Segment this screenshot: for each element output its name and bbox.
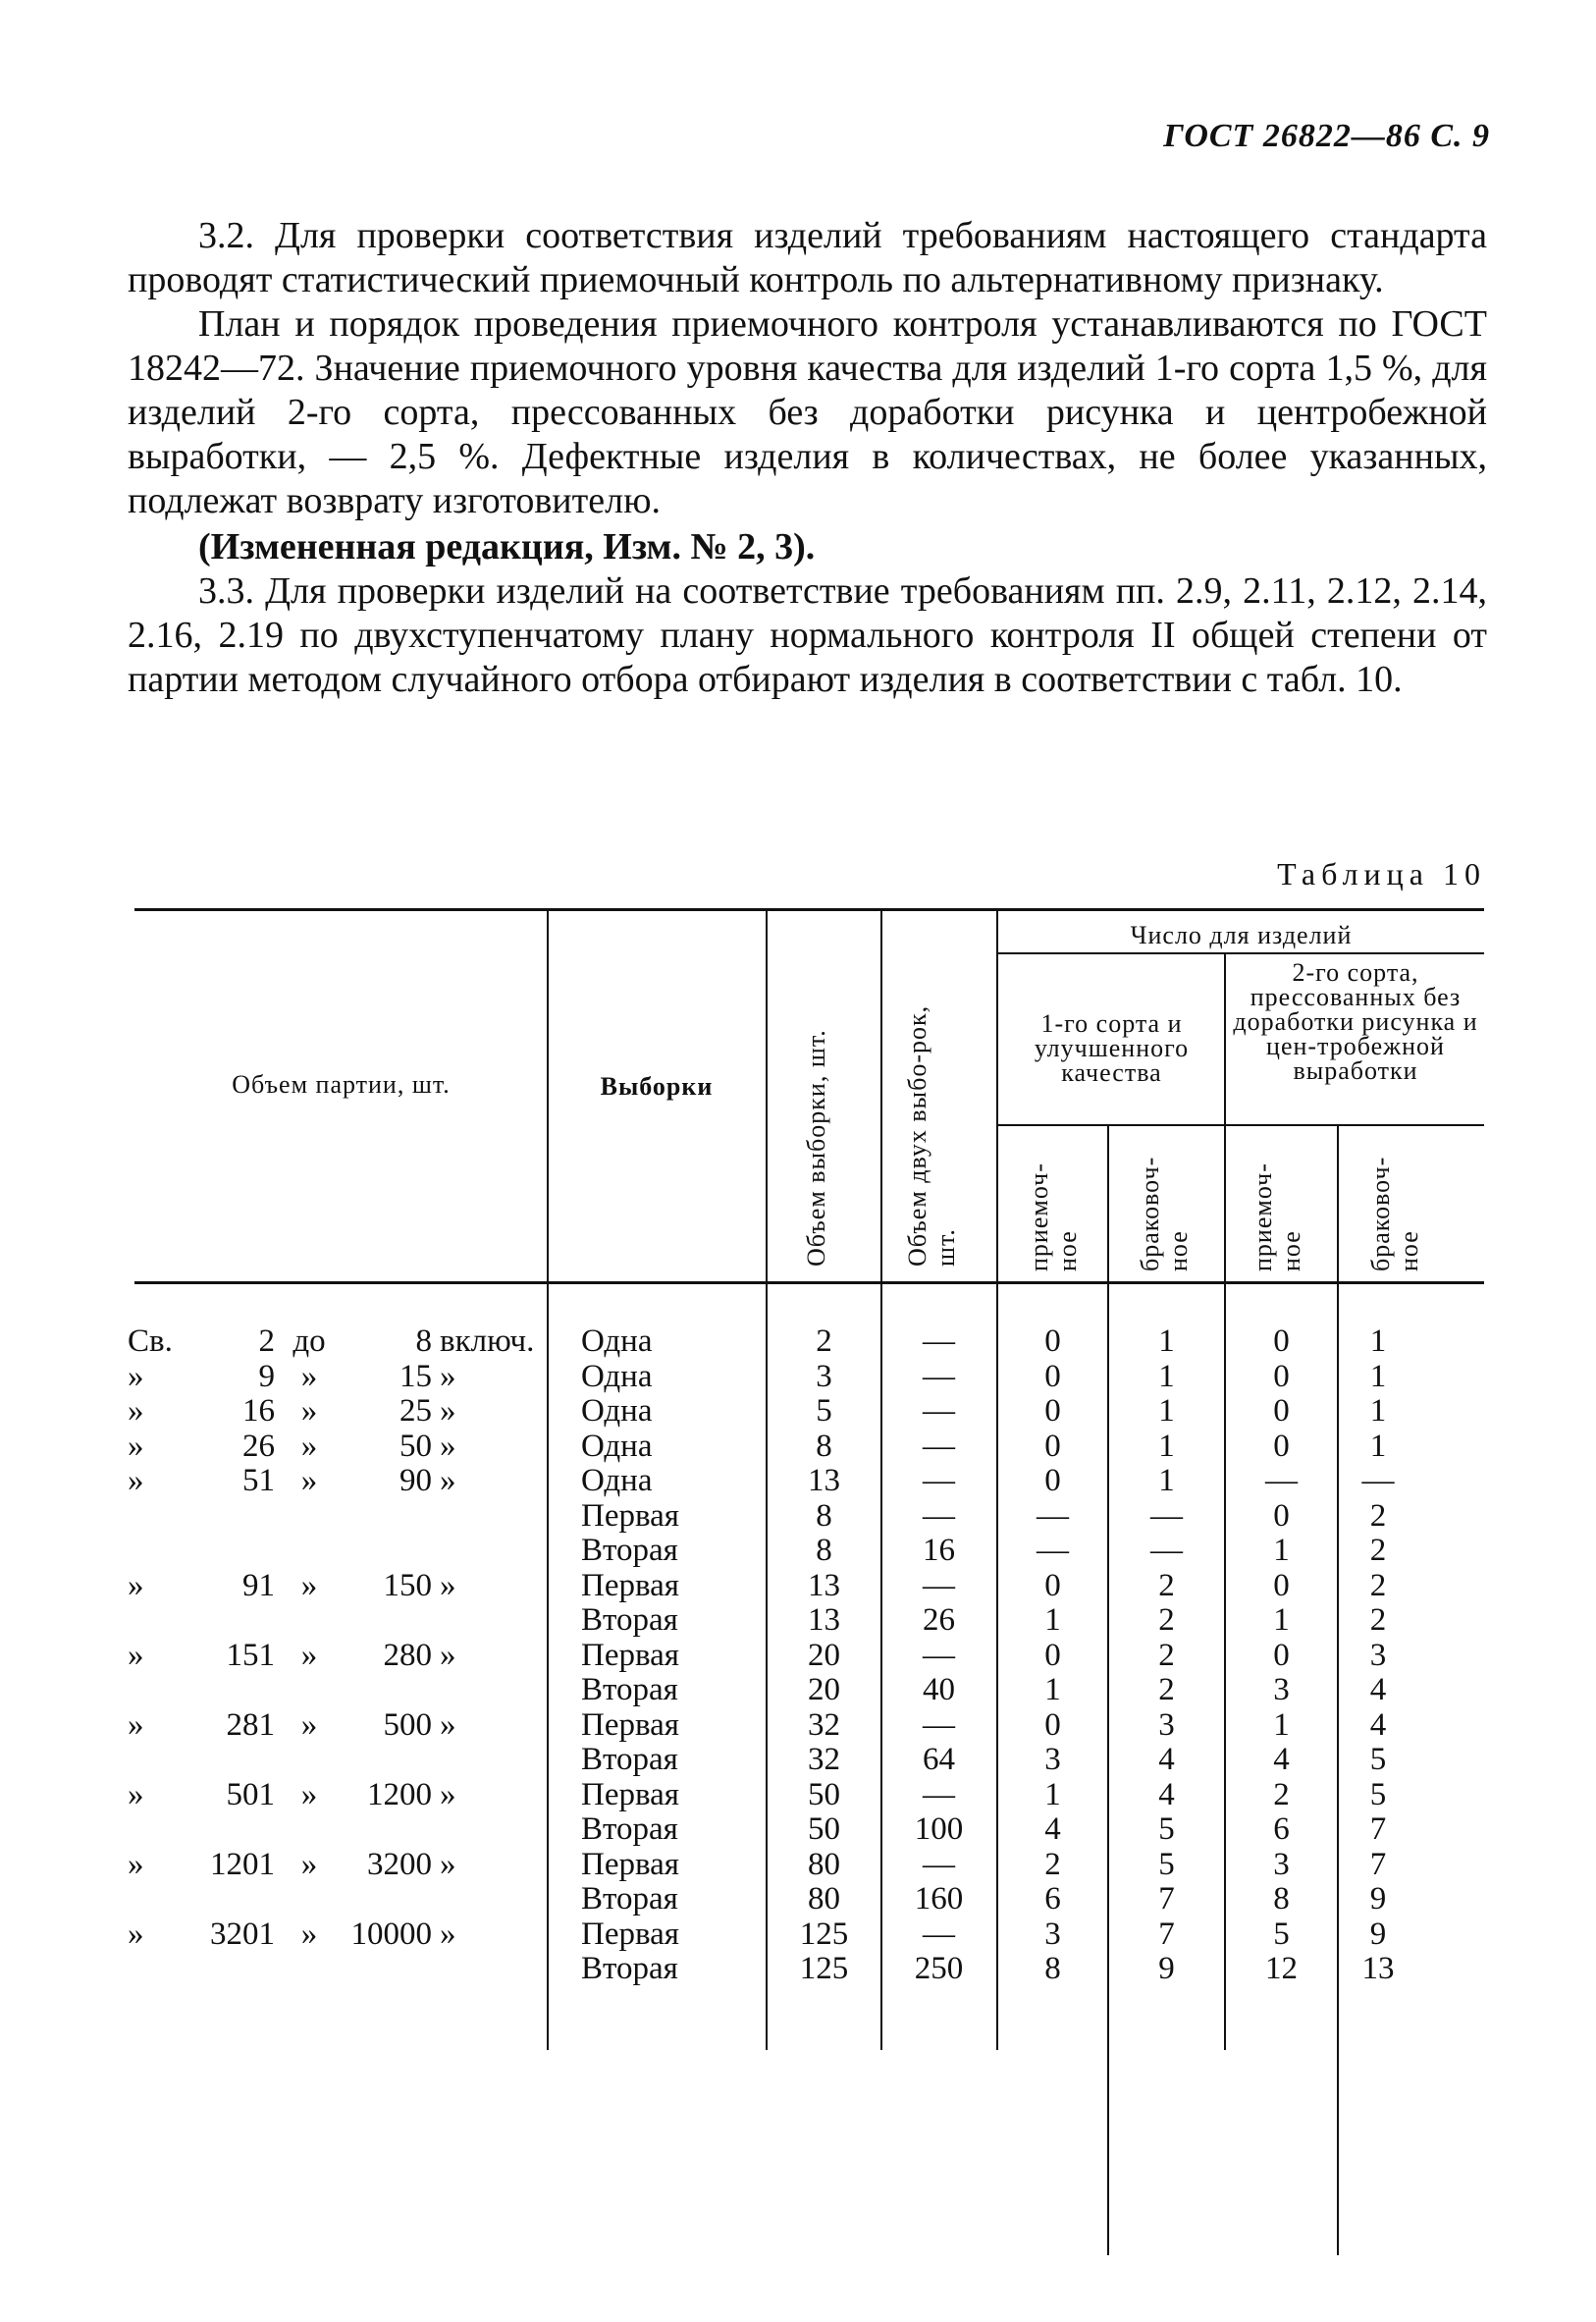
two-volume-column (882, 1324, 995, 1987)
table-cell: 6 (1273, 1811, 1290, 1847)
lot-range-to: 90 (399, 1463, 432, 1498)
lot-range-from: 3201 (210, 1916, 275, 1952)
lot-range-mid: до (293, 1323, 326, 1359)
header-grade-2: 2-го сорта, прессованных без доработки рисунка и цен-тробежной выработки (1233, 958, 1478, 1085)
paragraph-plan: План и порядок проведения приемочного контроля устанавливаются по ГОСТ 18242—72. Значение приемочного уровня качества для изделий 1-го сорта 1,5 %, для изделий 2-го сорта, прессованных без доработки рисунка и центробежной выработки, — 2,5 %. Дефектные изделия в количествах, не более указанных, подлежат возврату изготовителю. (128, 303, 1487, 521)
table-cell: 2 (1369, 1497, 1387, 1534)
table-cell: Первая (581, 1637, 679, 1673)
table-cell: 0 (1044, 1323, 1061, 1359)
table-cell: 125 (799, 1951, 849, 1986)
lot-range-to: 8 (415, 1323, 432, 1359)
table-cell: — (1361, 1463, 1395, 1498)
table-cell: 100 (914, 1811, 964, 1847)
table-cell: 7 (1158, 1916, 1175, 1952)
header-g1-reject: браковоч-ное (1136, 1156, 1193, 1271)
table-cell: 80 (808, 1881, 840, 1917)
samples-column (581, 1324, 679, 1987)
table-cell: — (923, 1463, 955, 1498)
table-cell: — (923, 1637, 955, 1673)
table-cell: 64 (923, 1742, 955, 1777)
lot-range-to: 150 (383, 1567, 432, 1603)
table-cell: 8 (1273, 1881, 1290, 1917)
table-cell: 2 (1273, 1776, 1290, 1812)
lot-range-from: 1201 (210, 1846, 275, 1882)
table-cell: 4 (1273, 1742, 1290, 1777)
lot-range-mid: » (300, 1567, 318, 1603)
table-cell: 5 (1273, 1916, 1290, 1952)
header-number-for-items: Число для изделий (1130, 921, 1353, 949)
table-cell: 0 (1273, 1497, 1290, 1534)
lot-range-from: 16 (242, 1393, 275, 1429)
g1-accept-column (998, 1324, 1107, 1987)
table-cell: — (923, 1567, 955, 1603)
table-cell: — (923, 1393, 955, 1429)
lot-range-pre: Св. (128, 1323, 173, 1359)
paragraph-amendment: (Измененная редакция, Изм. № 2, 3). (198, 526, 816, 567)
table-cell: 6 (1044, 1881, 1061, 1917)
table-cell: Первая (581, 1776, 679, 1812)
table-cell: 1 (1158, 1463, 1175, 1498)
table-cell: 5 (1369, 1776, 1387, 1812)
table-cell: Первая (581, 1916, 679, 1952)
table-cell: 7 (1369, 1811, 1387, 1847)
table-cell: Вторая (581, 1811, 678, 1847)
lot-range-pre: » (128, 1393, 144, 1429)
table-cell: 0 (1273, 1358, 1290, 1394)
lot-range-pre: » (128, 1916, 144, 1952)
g2-accept-column (1226, 1324, 1337, 1987)
table-cell: — (1150, 1497, 1183, 1534)
lot-range-post: » (440, 1393, 456, 1429)
table-cell: 250 (914, 1951, 964, 1986)
table-cell: 8 (816, 1497, 832, 1534)
table-cell: 80 (808, 1846, 840, 1882)
table-top-rule (134, 908, 1484, 911)
lot-range-to: 280 (383, 1637, 432, 1673)
table-cell: 9 (1369, 1916, 1387, 1952)
table-cell: 2 (1158, 1567, 1175, 1603)
table-cell: 16 (923, 1533, 955, 1568)
table-cell: 2 (816, 1323, 832, 1359)
lot-range-from: 2 (258, 1323, 275, 1359)
lot-range-post: » (440, 1463, 456, 1498)
table-cell: — (1150, 1533, 1183, 1568)
table-cell: Первая (581, 1497, 679, 1534)
lot-range-from: 26 (242, 1428, 275, 1464)
table-cell: 1 (1369, 1323, 1387, 1359)
table-cell: Вторая (581, 1951, 678, 1986)
lot-range-post: включ. (440, 1323, 535, 1359)
table-cell: — (923, 1846, 955, 1882)
lot-range-to: 500 (383, 1706, 432, 1743)
table-cell: 9 (1158, 1951, 1175, 1986)
header-two-samples-volume: Объем двух выбо-рок, шт. (903, 1004, 960, 1267)
lot-range-mid: » (300, 1637, 318, 1673)
table-cell: 1 (1369, 1393, 1387, 1429)
table-cell: 1 (1273, 1602, 1290, 1638)
sample-volume-column (768, 1324, 880, 1987)
table-cell: 20 (808, 1637, 840, 1673)
lot-range-post: » (440, 1428, 456, 1464)
running-title: ГОСТ 26822—86 С. 9 (1163, 118, 1490, 154)
table-cell: — (923, 1358, 955, 1394)
header-lot-volume: Объем партии, шт. (232, 1070, 451, 1099)
table-cell: 4 (1044, 1811, 1061, 1847)
table-cell: 4 (1158, 1742, 1175, 1777)
table-cell: 1 (1158, 1323, 1175, 1359)
lot-range-mid: » (300, 1393, 318, 1429)
table-cell: 4 (1369, 1706, 1387, 1743)
table-cell: 4 (1158, 1776, 1175, 1812)
table-cell: 1 (1369, 1428, 1387, 1464)
table-cell: 32 (808, 1742, 840, 1777)
header-grade-1: 1-го сорта и улучшенного качества (1034, 1009, 1190, 1087)
table-cell: Вторая (581, 1881, 678, 1917)
table-cell: 5 (1158, 1846, 1175, 1882)
table-cell: 7 (1369, 1846, 1387, 1882)
table-cell: 1 (1158, 1393, 1175, 1429)
paragraph-3-2: 3.2. Для проверки соответствия изделий требованиям настоящего стандарта проводят статистический приемочный контроль по альтернативному признаку. (128, 215, 1487, 300)
table-cell: Одна (581, 1358, 653, 1394)
table-cell: 8 (816, 1533, 832, 1568)
lot-range-post: » (440, 1358, 456, 1394)
table-cell: 0 (1044, 1393, 1061, 1429)
table-cell: — (923, 1497, 955, 1534)
lot-range-mid: » (300, 1846, 318, 1882)
lot-range-to: 50 (399, 1428, 432, 1464)
lot-range-from: 501 (226, 1776, 275, 1812)
table-cell: 0 (1273, 1637, 1290, 1673)
table-cell: 5 (816, 1393, 832, 1429)
table-cell: 0 (1273, 1428, 1290, 1464)
header-g2-accept: приемоч-ное (1249, 1162, 1305, 1271)
table-cell: 2 (1158, 1602, 1175, 1638)
lot-range-post: » (440, 1706, 456, 1743)
lot-range-pre: » (128, 1776, 144, 1812)
table-cell: Одна (581, 1393, 653, 1429)
header-sample-volume: Объем выборки, шт. (802, 1029, 830, 1267)
table-cell: — (923, 1323, 955, 1359)
table-cell: 7 (1158, 1881, 1175, 1917)
lot-range-pre: » (128, 1463, 144, 1498)
table-cell: 40 (923, 1672, 955, 1707)
table-cell: 1 (1158, 1428, 1175, 1464)
table-cell: 2 (1369, 1533, 1387, 1568)
table-cell: 2 (1158, 1672, 1175, 1707)
lot-range-mid: » (300, 1916, 318, 1952)
lot-range-from: 281 (226, 1706, 275, 1743)
table-cell: 13 (808, 1602, 840, 1638)
table-cell: 3 (816, 1358, 832, 1394)
table-cell: 5 (1369, 1742, 1387, 1777)
table-cell: 12 (1265, 1951, 1298, 1986)
table-header-rule (134, 1281, 1484, 1284)
table-cell: — (923, 1428, 955, 1464)
lot-range-to: 1200 (367, 1776, 432, 1812)
paragraph-3-3: 3.3. Для проверки изделий на соответствие требованиям пп. 2.9, 2.11, 2.12, 2.14, 2.16, 2.19 по двухступенчатому плану нормального контроля II общей степени от партии методом случайного отбора отбирают изделия в соответствии с табл. 10. (128, 570, 1487, 700)
lot-range-pre: » (128, 1567, 144, 1603)
table-cell: 4 (1369, 1672, 1387, 1707)
table-cell: Вторая (581, 1602, 678, 1638)
table-cell: — (1037, 1497, 1069, 1534)
table-cell: Одна (581, 1428, 653, 1464)
lot-range-mid: » (300, 1428, 318, 1464)
table-cell: 32 (808, 1706, 840, 1743)
table-cell: Вторая (581, 1672, 678, 1707)
lot-range-post: » (440, 1916, 456, 1952)
lot-range-to: 15 (399, 1358, 432, 1394)
lot-range-mid: » (300, 1358, 318, 1394)
table-cell: 26 (923, 1602, 955, 1638)
table-cell: Вторая (581, 1742, 678, 1777)
table-cell: 1 (1273, 1706, 1290, 1743)
header-samples: Выборки (600, 1072, 714, 1101)
table-cell: — (923, 1706, 955, 1743)
table-cell: 13 (808, 1463, 840, 1498)
lot-range-post: » (440, 1637, 456, 1673)
table-cell: 2 (1369, 1602, 1387, 1638)
lot-range-mid: » (300, 1706, 318, 1743)
table-cell: Одна (581, 1463, 653, 1498)
header-g1-accept: приемоч-ное (1025, 1162, 1082, 1271)
lot-range-post: » (440, 1776, 456, 1812)
table-cell: 1 (1044, 1672, 1061, 1707)
table-cell: 160 (914, 1881, 964, 1917)
table-cell: 5 (1158, 1811, 1175, 1847)
table-cell: — (1037, 1533, 1069, 1568)
lot-range-pre: » (128, 1846, 144, 1882)
lot-range-to: 25 (399, 1393, 432, 1429)
table-cell: 0 (1044, 1567, 1061, 1603)
table-cell: 8 (816, 1428, 832, 1464)
lot-range-pre: » (128, 1706, 144, 1743)
table-cell: 3 (1158, 1706, 1175, 1743)
body-text (128, 214, 1487, 702)
lot-range-from: 91 (242, 1567, 275, 1603)
lot-range-mid: » (300, 1463, 318, 1498)
table-cell: 0 (1044, 1428, 1061, 1464)
table-cell: 1 (1369, 1358, 1387, 1394)
lot-range-post: » (440, 1567, 456, 1603)
g1-reject-column (1109, 1324, 1224, 1987)
table-cell: 50 (808, 1811, 840, 1847)
lot-range-pre: » (128, 1428, 144, 1464)
table-cell: Первая (581, 1846, 679, 1882)
table-cell: 20 (808, 1672, 840, 1707)
table-cell: 13 (808, 1567, 840, 1603)
table-cell: 2 (1044, 1846, 1061, 1882)
lot-range-to: 3200 (367, 1846, 432, 1882)
table-cell: — (923, 1916, 955, 1952)
table-cell: Первая (581, 1567, 679, 1603)
lot-range-mid: » (300, 1776, 318, 1812)
table-cell: 8 (1044, 1951, 1061, 1986)
table-cell: 1 (1044, 1776, 1061, 1812)
table-cell: 1 (1044, 1602, 1061, 1638)
table-cell: 0 (1044, 1358, 1061, 1394)
header-g2-reject: браковоч-ное (1366, 1156, 1423, 1271)
lot-range-from: 9 (258, 1358, 275, 1394)
table-cell: 13 (1361, 1951, 1395, 1986)
table-cell: 0 (1044, 1463, 1061, 1498)
table-cell: Вторая (581, 1533, 678, 1568)
rule-grade-header (996, 1124, 1484, 1126)
table-caption: Таблица 10 (1277, 856, 1486, 891)
table-cell: 2 (1369, 1567, 1387, 1603)
table-cell: 9 (1369, 1881, 1387, 1917)
table-cell: 1 (1273, 1533, 1290, 1568)
lot-range-pre: » (128, 1637, 144, 1673)
table-cell: 50 (808, 1776, 840, 1812)
table-cell: 3 (1273, 1672, 1290, 1707)
table-cell: 3 (1044, 1742, 1061, 1777)
lot-range-from: 151 (226, 1637, 275, 1673)
table-cell: 0 (1044, 1637, 1061, 1673)
table-cell: 3 (1369, 1637, 1387, 1673)
table-cell: 2 (1158, 1637, 1175, 1673)
table-cell: 3 (1044, 1916, 1061, 1952)
lot-range-pre: » (128, 1358, 144, 1394)
table-cell: Первая (581, 1706, 679, 1743)
lot-range-from: 51 (242, 1463, 275, 1498)
lot-range-post: » (440, 1846, 456, 1882)
table-cell: Одна (581, 1323, 653, 1359)
table-cell: 0 (1273, 1323, 1290, 1359)
table-cell: — (1265, 1463, 1298, 1498)
table-cell: 0 (1273, 1567, 1290, 1603)
table-cell: 0 (1044, 1706, 1061, 1743)
table-cell: — (923, 1776, 955, 1812)
table-cell: 3 (1273, 1846, 1290, 1882)
g2-reject-column (1339, 1324, 1417, 1987)
table-cell: 1 (1158, 1358, 1175, 1394)
lot-range-to: 10000 (350, 1916, 432, 1952)
rule-group-header (996, 952, 1484, 954)
table-cell: 125 (799, 1916, 849, 1952)
table-cell: 0 (1273, 1393, 1290, 1429)
